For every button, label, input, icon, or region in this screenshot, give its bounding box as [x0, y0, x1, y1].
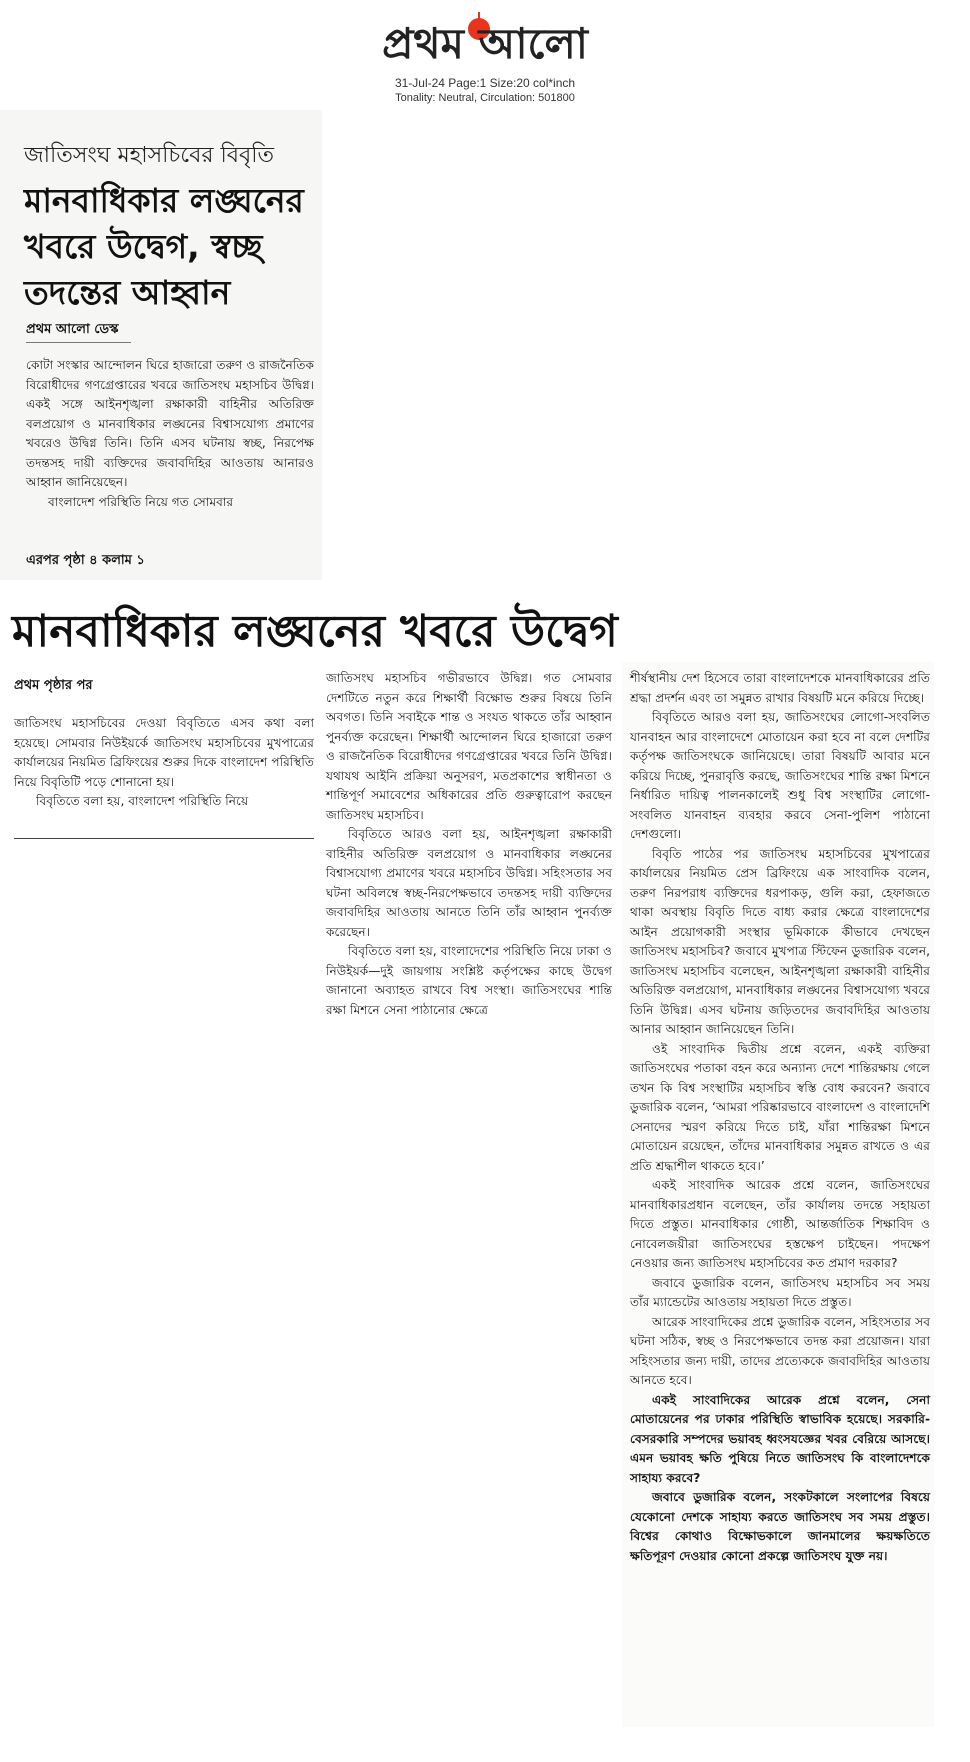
clipping-meta-tonality: Tonality: Neutral, Circulation: 501800	[395, 92, 575, 104]
article-paragraph: বিবৃতিতে আরও বলা হয়, জাতিসংঘের লোগো-সংবলিত যানবাহন আর বাংলাদেশে মোতায়েন করা হবে না বলে দেশটির কর্তৃপক্ষ জাতিসংঘকে জানিয়েছে। তারা বিষয়টি আবার মনে করিয়ে দিচ্ছে, পুনরাবৃত্তি করছে, জাতিসংঘের শান্তি রক্ষা মিশনে নির্ধারিত দায়িত্ব পালনকালেই শুধু বিশ্ব সংস্থাটির লোগো-সংবলিত যানবাহন ব্যবহার করবে সেনা-পুলিশ পাঠানো দেশগুলো।	[630, 710, 930, 841]
article-paragraph: একই সাংবাদিকের আরেক প্রশ্নে বলেন, সেনা মোতায়েনের পর ঢাকার পরিস্থিতি স্বাভাবিক হয়েছে। সরকারি-বেসরকারি সম্পদের ভয়াবহ ধ্বংসযজ্ঞের খবর বেরিয়ে আসছে। এমন ভয়াবহ ক্ষতি পুষিয়ে নিতে জাতিসংঘ কি বাংলাদেশকে সাহায্য করবে?	[630, 1392, 930, 1485]
article-column-1	[14, 714, 314, 812]
kicker: জাতিসংঘ মহাসচিবের বিবৃতি	[24, 143, 275, 168]
article-paragraph: জাতিসংঘ মহাসচিবের দেওয়া বিবৃতিতে এসব কথা বলা হয়েছে। সোমবার নিউইয়র্কে জাতিসংঘ মহাসচিবের মুখপাত্রের কার্যালয়ের নিয়মিত ব্রিফিংয়ের শুরুর দিকে বাংলাদেশ পরিস্থিতি নিয়ে বিবৃতিটি পড়ে শোনানো হয়।	[14, 716, 314, 789]
byline: প্রথম আলো ডেস্ক	[26, 322, 119, 337]
front-headline: মানবাধিকার লঙ্ঘনের খবরে উদ্বেগ, স্বচ্ছ তদন্তের আহ্বান	[24, 181, 304, 312]
article-paragraph: ওই সাংবাদিক দ্বিতীয় প্রশ্নে বলেন, একই ব্যক্তিরা জাতিসংঘের পতাকা বহন করে অন্যান্য দেশে শান্তিরক্ষায় গেলে তখন কি বিশ্ব সংস্থাটির মহাসচিব স্বস্তি বোধ করবেন? জবাবে ডুজারিক বলেন, ‘আমরা পরিষ্কারভাবে বাংলাদেশ ও বাংলাদেশি সেনাদের স্মরণ করিয়ে দিতে চাই, যাঁরা শান্তিরক্ষা মিশনে মোতায়েন রয়েছেন, তাঁদের মানবাধিকার সমুন্নত রাখতে ও এর প্রতি শ্রদ্ধাশীল থাকতে হবে।’	[630, 1041, 930, 1173]
article-paragraph: বিবৃতিতে বলা হয়, বাংলাদেশ পরিস্থিতি নিয়ে	[36, 794, 249, 808]
article-paragraph: জবাবে ডুজারিক বলেন, সংকটকালে সংলাপের বিষয়ে যেকোনো দেশকে সাহায্য করতে জাতিসংঘ সব সময় প্রস্তুত। বিশ্বের কোথাও বিক্ষোভকালে জানমালের ক্ষয়ক্ষতিতে ক্ষতিপূরণ দেওয়ার কোনো প্রকল্পে জাতিসংঘ যুক্ত নয়।	[630, 1490, 930, 1563]
article-paragraph: শীর্ষস্থানীয় দেশ হিসেবে তারা বাংলাদেশকে মানবাধিকারের প্রতি শ্রদ্ধা প্রদর্শন এবং তা সমুন্নত রাখার বিষয়টি মনে করিয়ে দিচ্ছে।	[630, 671, 930, 705]
continued-from-label: প্রথম পৃষ্ঠার পর	[14, 678, 93, 693]
article-paragraph: বিবৃতিতে আরও বলা হয়, আইনশৃঙ্খলা রক্ষাকারী বাহিনীর অতিরিক্ত বলপ্রয়োগ ও মানবাধিকার লঙ্ঘনের বিশ্বাসযোগ্য প্রমাণের খবরে মহাসচিব উদ্বিগ্ন। সহিংসতার সব ঘটনা অবিলম্বে স্বচ্ছ-নিরপেক্ষভাবে তদন্তসহ দায়ী ব্যক্তিদের জবাবদিহির আওতায় আনতে তিনি তাঁর আহ্বান পুনর্ব্যক্ত করেছেন।	[326, 827, 612, 939]
article-paragraph: আরেক সাংবাদিকের প্রশ্নে ডুজারিক বলেন, সহিংসতার সব ঘটনা সঠিক, স্বচ্ছ ও নিরপেক্ষভাবে তদন্ত করা প্রয়োজন। যারা সহিংসতার জন্য দায়ী, তাদের প্রত্যেককে জবাবদিহির আওতায় আনতে হবে।	[630, 1314, 930, 1387]
article-paragraph: একই সাংবাদিক আরেক প্রশ্নে বলেন, জাতিসংঘের মানবাধিকারপ্রধান বলেছেন, তাঁর কার্যালয় তদন্তে সহায়তা দিতে প্রস্তুত। মানবাধিকার গোষ্ঠী, আন্তর্জাতিক শিক্ষাবিদ ও নোবেলজয়ীরা জাতিসংঘের হস্তক্ষেপ চাইছেন। পদক্ষেপ নেওয়ার জন্য জাতিসংঘ মহাসচিবের কত প্রমাণ দরকার?	[630, 1178, 930, 1270]
front-paragraph: কোটা সংস্কার আন্দোলন ঘিরে হাজারো তরুণ ও রাজনৈতিক বিরোধীদের গণগ্রেপ্তারের খবরে জাতিসংঘ মহাসচিব উদ্বিগ্ন। একই সঙ্গে আইনশৃঙ্খলা রক্ষাকারী বাহিনীর অতিরিক্ত বলপ্রয়োগ ও মানবাধিকার লঙ্ঘনের বিশ্বাসযোগ্য প্রমাণের খবরেও উদ্বিগ্ন তিনি। তিনি এসব ঘটনায় স্বচ্ছ, নিরপেক্ষ তদন্তসহ দায়ী ব্যক্তিদের জবাবদিহির আওতায় আনারও আহ্বান জানিয়েছেন।	[26, 358, 314, 489]
clipping-meta-date: 31-Jul-24 Page:1 Size:20 col*inch	[394, 76, 576, 90]
inside-headline: মানবাধিকার লঙ্ঘনের খবরে উদ্বেগ	[12, 606, 618, 657]
article-column-3	[630, 669, 930, 1566]
front-body	[26, 356, 314, 512]
article-paragraph: জাতিসংঘ মহাসচিব গভীরভাবে উদ্বিগ্ন। গত সোমবার দেশটিতে নতুন করে শিক্ষার্থী বিক্ষোভ শুরুর বিষয়ে তিনি অবগত। তিনি সবাইকে শান্ত ও সংযত থাকতে তাঁর আহ্বান পুনর্ব্যক্ত করেছেন। শিক্ষার্থী আন্দোলন ঘিরে হাজারো তরুণ ও রাজনৈতিক বিরোধীদের গণগ্রেপ্তারের খবরে তিনি উদ্বিগ্ন। যথাযথ আইনি প্রক্রিয়া অনুসরণ, মতপ্রকাশের স্বাধীনতা ও শান্তিপূর্ণ সমাবেশের অধিকারের প্রতি গুরুত্বারোপ করছেন জাতিসংঘ মহাসচিব।	[326, 671, 612, 822]
column-rule	[14, 838, 314, 839]
continued-note: এরপর পৃষ্ঠা ৪ কলাম ১	[26, 553, 145, 568]
article-paragraph: জবাবে ডুজারিক বলেন, জাতিসংঘ মহাসচিব সব সময় তাঁর ম্যান্ডেটের আওতায় সহায়তা দিতে প্রস্তুত।	[630, 1275, 930, 1309]
front-paragraph: বাংলাদেশ পরিস্থিতি নিয়ে গত সোমবার	[48, 494, 234, 509]
article-paragraph: বিবৃতিতে বলা হয়, বাংলাদেশের পরিস্থিতি নিয়ে ঢাকা ও নিউইয়র্ক—দুই জায়গায় সংশ্লিষ্ট কর্তৃপক্ষের কাছে উদ্বেগ জানানো অব্যাহত রাখবে বিশ্ব সংস্থা। জাতিসংঘের শান্তি রক্ষা মিশনে সেনা পাঠানোর ক্ষেত্রে	[326, 944, 612, 1017]
article-column-2	[326, 669, 612, 1020]
newspaper-logo	[350, 14, 620, 74]
article-paragraph: বিবৃতি পাঠের পর জাতিসংঘ মহাসচিবের মুখপাত্রের কার্যালয়ের নিয়মিত প্রেস ব্রিফিংয়ে এক সাংবাদিক বলেন, তরুণ নিরপরাধ ব্যক্তিদের ধরপাকড়, গুলি করা, হেফাজতে থাকা অবস্থায় বিবৃতি দিতে বাধ্য করার ক্ষেত্রে বাংলাদেশের আইন প্রয়োগকারী সংস্থার ভূমিকাকে কীভাবে দেখছেন জাতিসংঘ মহাসচিব? জবাবে মুখপাত্র স্টিফেন ডুজারিক বলেন, জাতিসংঘ মহাসচিব বলেছেন, আইনশৃঙ্খলা রক্ষাকারী বাহিনীর অতিরিক্ত বলপ্রয়োগ, মানবাধিকার লঙ্ঘনের বিশ্বাসযোগ্য খবরে তিনি উদ্বিগ্ন। এসব ঘটনায় জড়িতদের জবাবদিহির আওতায় আনার আহ্বান জানিয়েছেন তিনি।	[630, 846, 930, 1036]
logo-text: প্রথম আলো	[382, 19, 588, 68]
byline-rule	[26, 342, 131, 343]
